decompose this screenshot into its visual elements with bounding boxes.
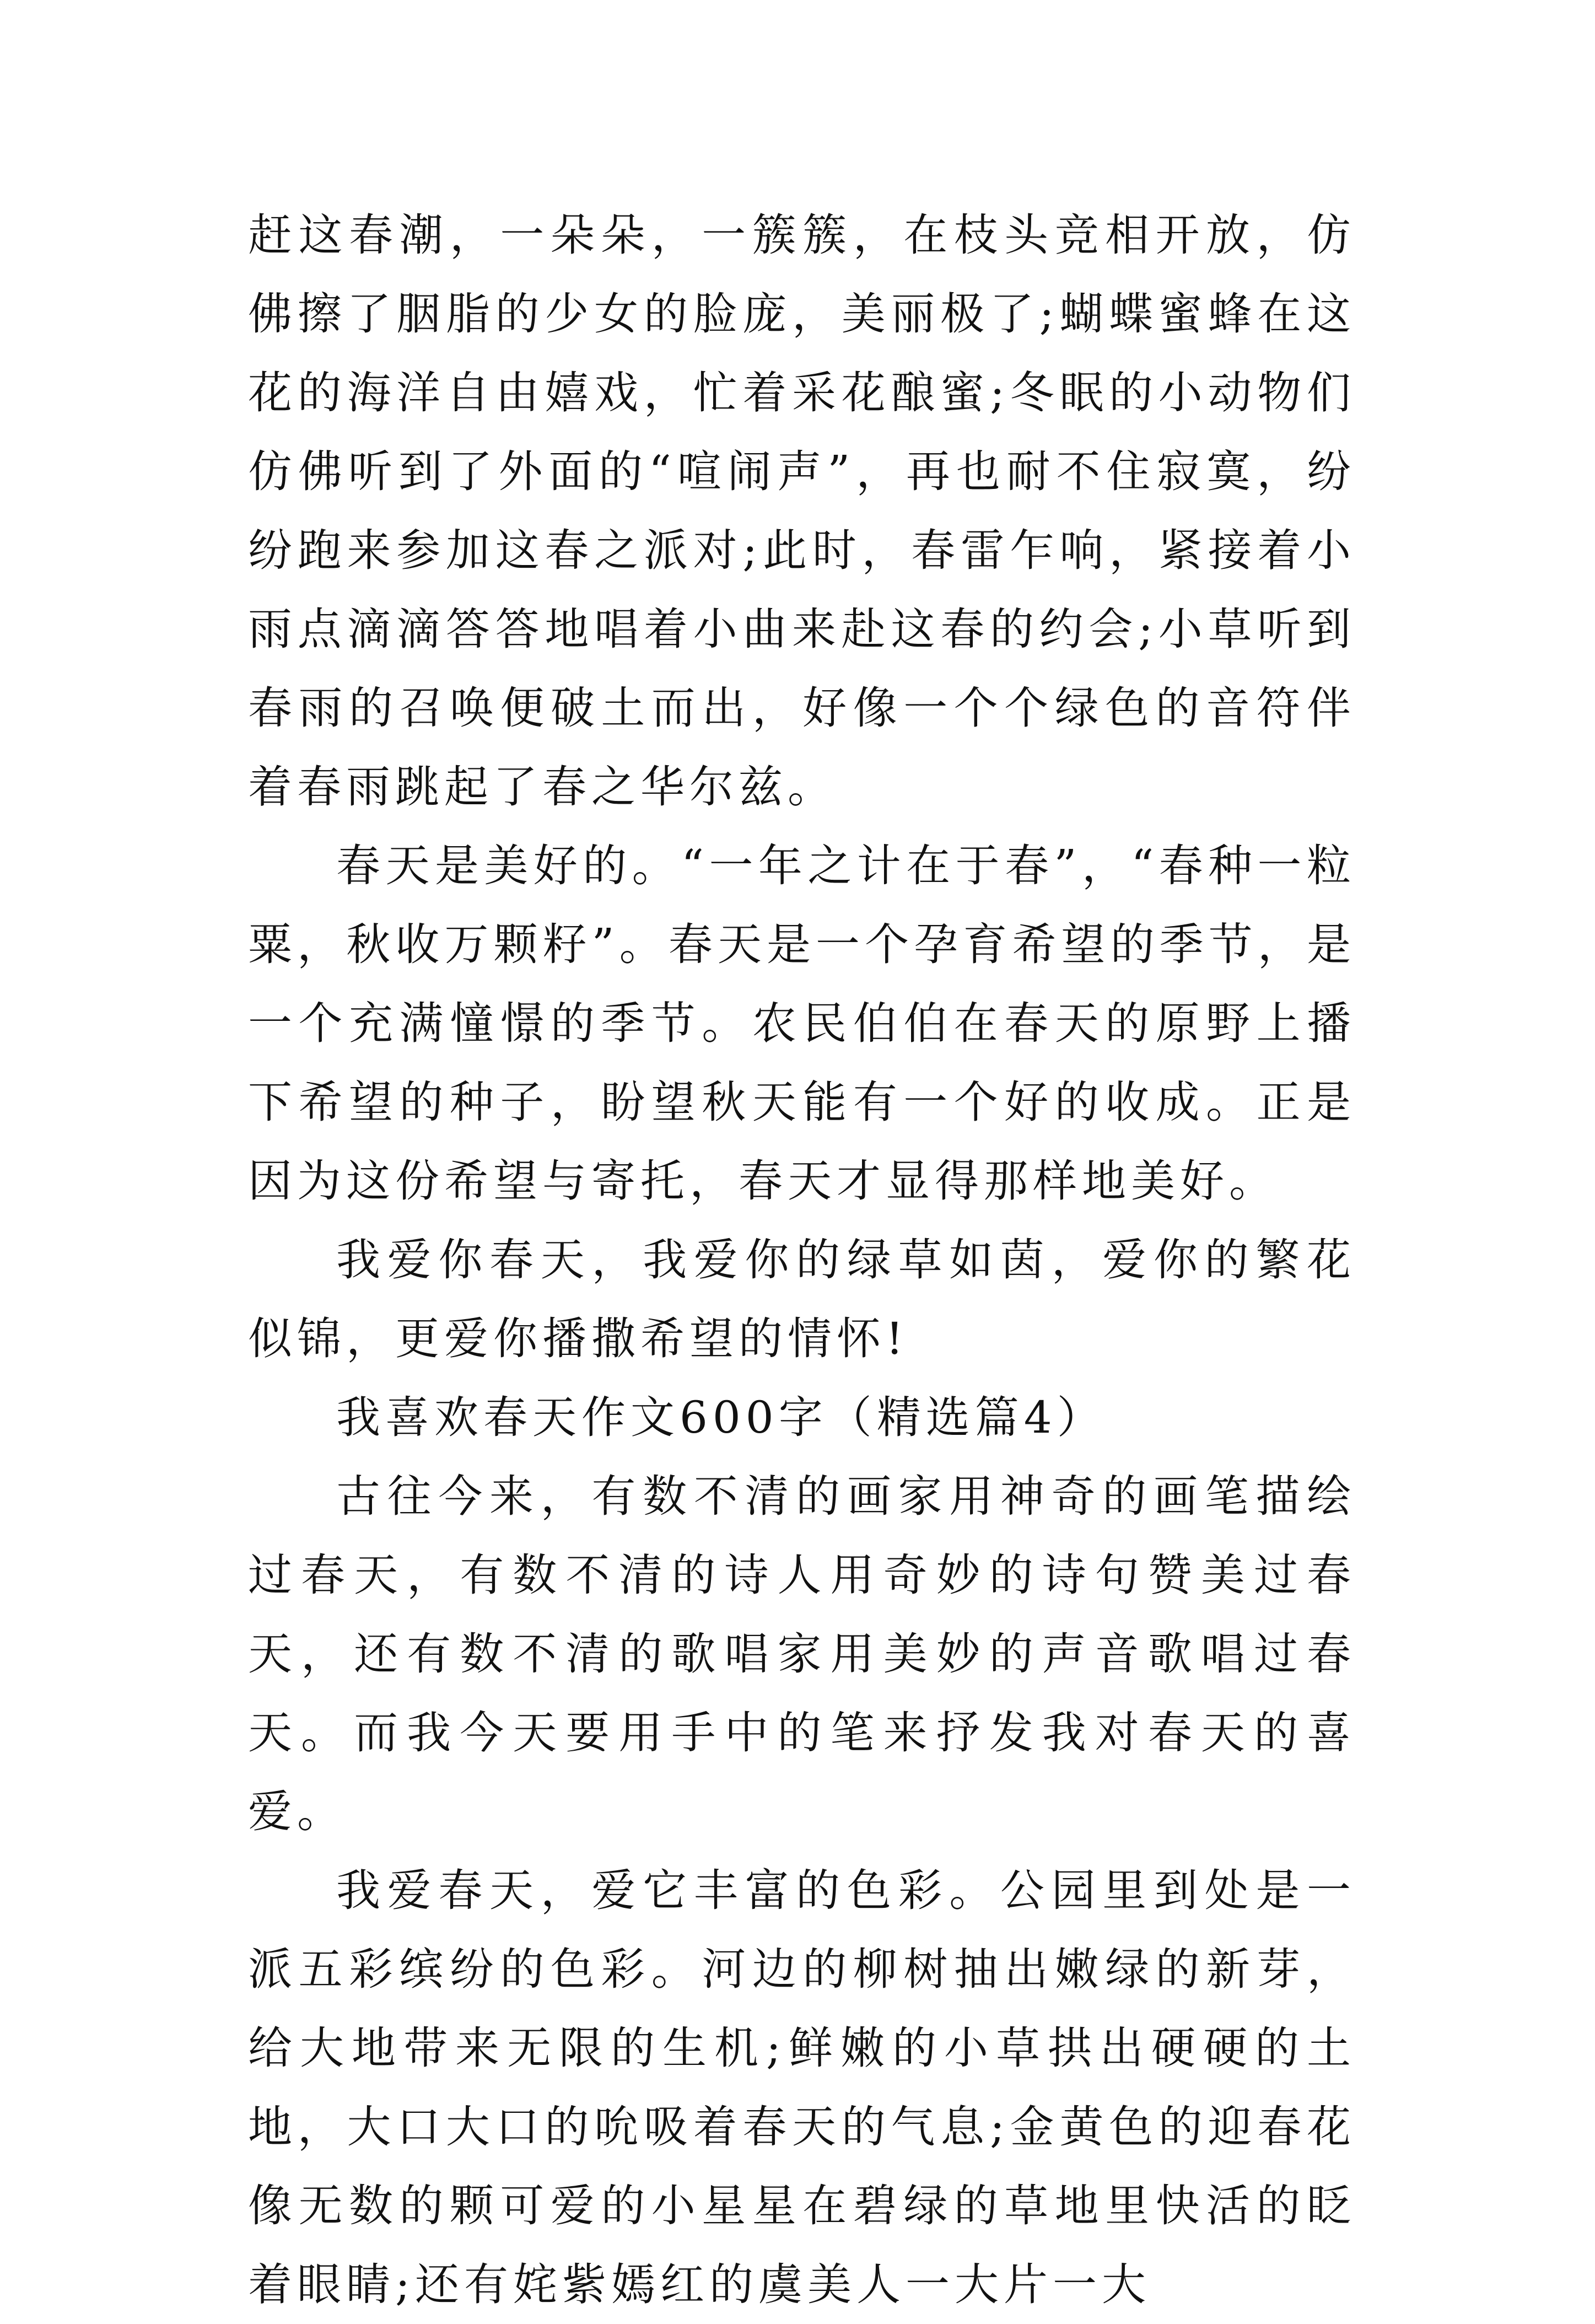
paragraph-1: 赶这春潮，一朵朵，一簇簇，在枝头竞相开放，仿佛擦了胭脂的少女的脸庞，美丽极了;蝴蝶蜜蜂在这花的海洋自由嬉戏，忙着采花酿蜜;冬眠的小动物们仿佛听到了外面的“喧闹声”，再也耐不住寂寞，纷纷跑来参加这春之派对;此时，春雷乍响，紧接着小雨点滴滴答答地唱着小曲来赴这春的约会;小草听到春雨的召唤便破土而出，好像一个个绿色的音符伴着春雨跳起了春之华尔兹。 xyxy=(248,209,1356,813)
paragraph-3: 我爱你春天，我爱你的绿草如茵，爱你的繁花似锦，更爱你播撒希望的情怀! xyxy=(248,1234,1356,1364)
section-heading: 我喜欢春天作文600字（精选篇4） xyxy=(336,1392,1106,1443)
document-body xyxy=(248,196,1356,2324)
paragraph-2: 春天是美好的。“一年之计在于春”，“春种一粒粟，秋收万颗籽”。春天是一个孕育希望的季节，是一个充满憧憬的季节。农民伯伯在春天的原野上播下希望的种子，盼望秋天能有一个好的收成。正是因为这份希望与寄托，春天才显得那样地美好。 xyxy=(248,840,1356,1207)
paragraph-4: 古往今来，有数不清的画家用神奇的画笔描绘过春天，有数不清的诗人用奇妙的诗句赞美过春天，还有数不清的歌唱家用美妙的声音歌唱过春天。而我今天要用手中的笔来抒发我对春天的喜爱。 xyxy=(248,1471,1356,1837)
paragraph-5: 我爱春天，爱它丰富的色彩。公园里到处是一派五彩缤纷的色彩。河边的柳树抽出嫩绿的新芽，给大地带来无限的生机;鲜嫩的小草拱出硬硬的土地，大口大口的吮吸着春天的气息;金黄色的迎春花像无数的颗可爱的小星星在碧绿的草地里快活的眨着眼睛;还有姹紫嫣红的虞美人一大片一大 xyxy=(248,1865,1356,2310)
